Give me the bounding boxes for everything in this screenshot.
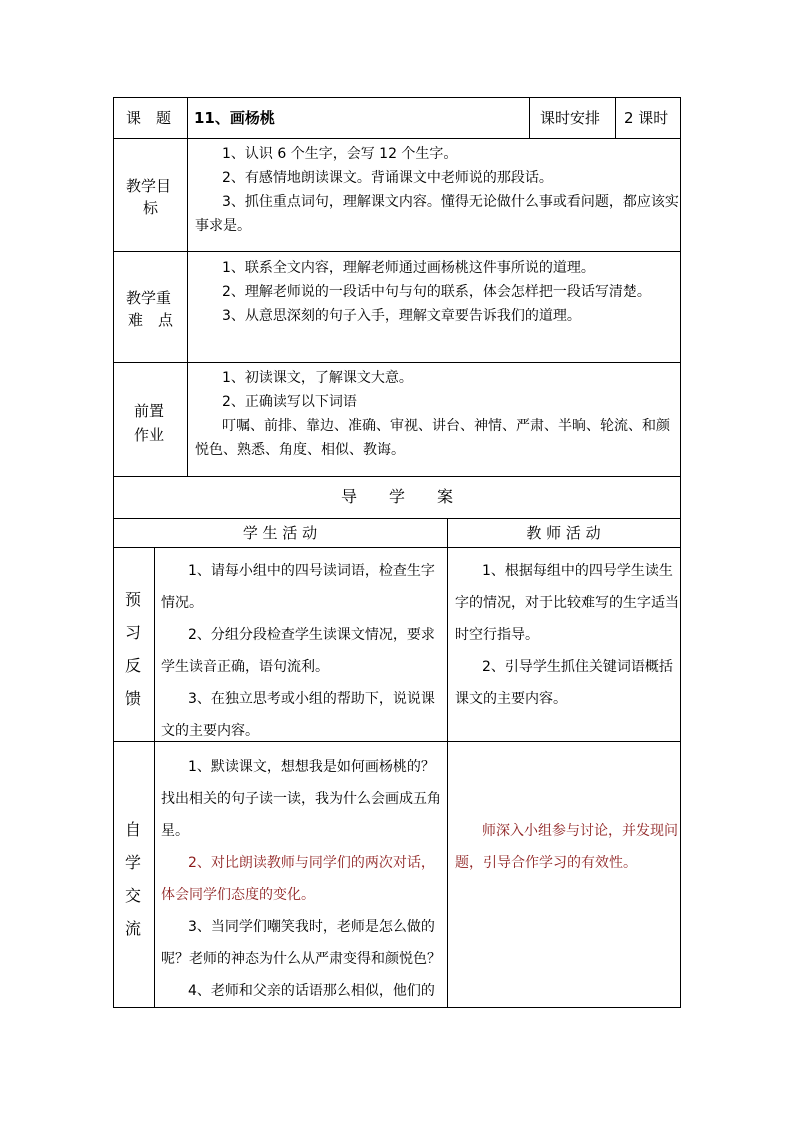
- selfstudy-student-line-2: 找出相关的句子读一读，我为什么会画成五角: [161, 791, 441, 807]
- prework-line-4: 悦色、熟悉、角度、相似、教诲。: [195, 442, 405, 458]
- border-bottom: [113, 1007, 681, 1008]
- selfstudy-student-line-5: 体会同学们态度的变化。: [161, 887, 315, 903]
- preview-student-line-5: 3、在独立思考或小组的帮助下，说说课: [188, 691, 435, 707]
- border-row1: [113, 138, 681, 139]
- border-activity-middle: [447, 518, 448, 1007]
- selfstudy-teacher-line-1: 师深入小组参与讨论，并发现问: [482, 823, 678, 839]
- border-row5: [113, 518, 681, 519]
- selfstudy-label-char-3: 交: [125, 886, 142, 905]
- border-row6: [113, 547, 681, 548]
- goal-line-4: 事求是。: [195, 218, 251, 234]
- preview-student-line-6: 文的主要内容。: [161, 723, 259, 739]
- border-top: [113, 97, 681, 98]
- lesson-title: 11、画杨桃: [194, 109, 275, 127]
- selfstudy-student-line-1: 1、默读课文，想想我是如何画杨桃的？: [188, 759, 435, 775]
- schedule-label: 课时安排: [540, 109, 601, 127]
- preview-teacher-line-1: 1、根据每组中的四号学生读生: [482, 563, 673, 579]
- border-right: [680, 97, 681, 1007]
- keypoint-line-1: 1、联系全文内容，理解老师通过画杨桃这件事所说的道理。: [222, 260, 595, 276]
- preview-teacher-line-5: 课文的主要内容。: [455, 691, 567, 707]
- preview-label-char-2: 习: [125, 623, 142, 642]
- selfstudy-label-char-2: 学: [125, 853, 142, 872]
- selfstudy-student-line-7: 呢？老师的神态为什么从严肃变得和颜悦色？: [161, 951, 441, 967]
- border-schedule-left: [529, 97, 530, 138]
- border-label-column: [187, 97, 188, 476]
- preview-label-char-4: 馈: [125, 689, 142, 708]
- prework-label-2: 作业: [134, 426, 165, 444]
- keypoint-line-3: 3、从意思深刻的句子入手，理解文章要告诉我们的道理。: [222, 308, 581, 324]
- goals-label-1: 教学目: [126, 177, 172, 195]
- goals-label-2: 标: [143, 199, 159, 217]
- preview-teacher-line-3: 时空行指导。: [455, 627, 539, 643]
- teacher-activity-header: 教 师 活 动: [526, 524, 601, 542]
- selfstudy-label-char-4: 流: [125, 919, 142, 938]
- prework-line-2: 2、正确读写以下词语: [222, 394, 357, 410]
- border-step-label: [154, 547, 155, 1007]
- selfstudy-teacher-line-2: 题，引导合作学习的有效性。: [455, 855, 637, 871]
- selfstudy-label-char-1: 自: [125, 820, 142, 839]
- prework-line-3: 叮嘱、前排、靠边、准确、审视、讲台、神情、严肃、半晌、轮流、和颜: [222, 418, 670, 434]
- guide-title: 导 学 案: [340, 487, 453, 506]
- selfstudy-student-line-6: 3、当同学们嘲笑我时，老师是怎么做的: [188, 919, 435, 935]
- student-activity-header: 学 生 活 动: [242, 524, 318, 542]
- border-left: [113, 97, 114, 1007]
- goal-line-1: 1、认识 6 个生字，会写 12 个生字。: [222, 146, 458, 162]
- goal-line-2: 2、有感情地朗读课文。背诵课文中老师说的那段话。: [222, 170, 553, 186]
- preview-student-line-4: 学生读音正确，语句流利。: [161, 659, 329, 675]
- prework-label-1: 前置: [134, 402, 165, 420]
- preview-teacher-line-2: 字的情况，对于比较难写的生字适当: [455, 595, 679, 611]
- selfstudy-student-line-4: 2、对比朗读教师与同学们的两次对话，: [188, 855, 435, 871]
- schedule-value: 2 课时: [624, 109, 669, 127]
- preview-label-char-3: 反: [125, 656, 142, 675]
- goal-line-3: 3、抓住重点词句，理解课文内容。懂得无论做什么事或看问题，都应该实: [222, 194, 679, 210]
- border-row3: [113, 362, 681, 363]
- keypoints-label-2: 难 点: [128, 311, 174, 329]
- preview-teacher-line-4: 2、引导学生抓住关键词语概括: [482, 659, 673, 675]
- selfstudy-student-line-3: 星。: [161, 823, 189, 839]
- border-row7: [113, 741, 681, 742]
- keypoint-line-2: 2、理解老师说的一段话中句与句的联系，体会怎样把一段话写清楚。: [222, 284, 651, 300]
- prework-line-1: 1、初读课文，了解课文大意。: [222, 370, 413, 386]
- preview-label-char-1: 预: [125, 590, 142, 609]
- keypoints-label-1: 教学重: [126, 289, 172, 307]
- preview-student-line-3: 2、分组分段检查学生读课文情况，要求: [188, 627, 435, 643]
- border-row2: [113, 251, 681, 252]
- preview-student-line-2: 情况。: [161, 595, 203, 611]
- preview-student-line-1: 1、请每小组中的四号读词语，检查生字: [188, 563, 435, 579]
- subject-label: 课 题: [126, 109, 172, 127]
- selfstudy-student-line-8: 4、老师和父亲的话语那么相似，他们的: [188, 983, 435, 999]
- border-row4: [113, 476, 681, 477]
- border-schedule-right: [615, 97, 616, 138]
